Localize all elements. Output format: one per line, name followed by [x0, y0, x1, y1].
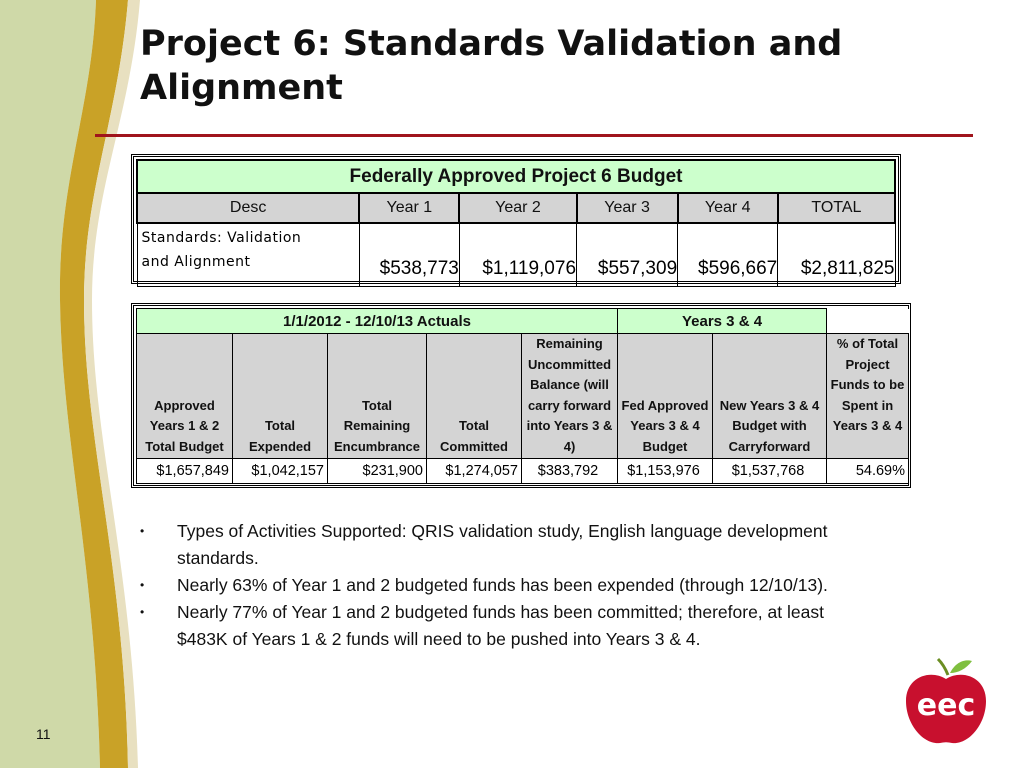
- budget-table-banner: Federally Approved Project 6 Budget: [137, 160, 895, 193]
- cell-year-3: $557,309: [577, 223, 678, 287]
- header-uncommitted-balance: Remaining Uncommitted Balance (will carry forward into Years 3 & 4): [522, 334, 618, 459]
- header-year-1: Year 1: [359, 193, 459, 223]
- cell-percent-funds: 54.69%: [827, 459, 909, 484]
- bullet-icon: •: [140, 605, 145, 619]
- list-item: [140, 599, 860, 653]
- header-approved-budget: Approved Years 1 & 2 Total Budget: [137, 334, 233, 459]
- header-total-expended: Total Expended: [233, 334, 328, 459]
- header-fed-approved: Fed Approved Years 3 & 4 Budget: [618, 334, 713, 459]
- header-new-budget: New Years 3 & 4 Budget with Carryforward: [713, 334, 827, 459]
- header-year-4: Year 4: [678, 193, 778, 223]
- bullet-icon: •: [140, 524, 145, 538]
- row-desc-line-2: and Alignment: [141, 254, 251, 270]
- table-row: [137, 223, 895, 287]
- logo-text: eec: [916, 688, 976, 723]
- bullet-text: Nearly 63% of Year 1 and 2 budgeted funds has been expended (through 12/10/13).: [177, 575, 828, 595]
- header-desc: Desc: [137, 193, 359, 223]
- cell-year-2: $1,119,076: [459, 223, 576, 287]
- actuals-banner: 1/1/2012 - 12/10/13 Actuals: [137, 309, 618, 334]
- bullet-text: Types of Activities Supported: QRIS validation study, English language development standards.: [177, 521, 828, 568]
- slide-title: Project 6: Standards Validation and Alignment: [140, 24, 843, 108]
- list-item: [140, 518, 860, 572]
- bullet-list: [140, 518, 860, 653]
- cell-uncommitted-balance: $383,792: [522, 459, 618, 484]
- table-row: [137, 459, 909, 484]
- actuals-table: [131, 303, 911, 488]
- budget-table: [131, 154, 901, 284]
- eec-apple-logo: [900, 655, 992, 747]
- cell-approved-budget: $1,657,849: [137, 459, 233, 484]
- cell-remaining-encumbrance: $231,900: [328, 459, 427, 484]
- page-number: 11: [36, 726, 51, 742]
- cell-year-4: $596,667: [678, 223, 778, 287]
- cell-new-budget: $1,537,768: [713, 459, 827, 484]
- cell-total-expended: $1,042,157: [233, 459, 328, 484]
- cell-fed-approved: $1,153,976: [618, 459, 713, 484]
- list-item: [140, 572, 860, 599]
- header-percent-funds: % of Total Project Funds to be Spent in Years 3 & 4: [827, 334, 909, 459]
- cell-year-1: $538,773: [359, 223, 459, 287]
- cell-total-committed: $1,274,057: [427, 459, 522, 484]
- row-desc: [137, 223, 359, 287]
- years-3-4-banner: Years 3 & 4: [618, 309, 827, 334]
- bullet-icon: •: [140, 578, 145, 592]
- header-total: TOTAL: [778, 193, 895, 223]
- header-year-3: Year 3: [577, 193, 678, 223]
- side-swoosh-decoration: [0, 0, 140, 768]
- header-total-committed: Total Committed: [427, 334, 522, 459]
- title-divider: [95, 134, 973, 137]
- bullet-text: Nearly 77% of Year 1 and 2 budgeted funds has been committed; therefore, at least $483K of Years 1 & 2 funds will need to be pushed into Years 3 & 4.: [177, 602, 824, 649]
- header-remaining-encumbrance: Total Remaining Encumbrance: [328, 334, 427, 459]
- row-desc-line-1: Standards: Validation: [141, 230, 302, 246]
- cell-total: $2,811,825: [778, 223, 895, 287]
- header-year-2: Year 2: [459, 193, 576, 223]
